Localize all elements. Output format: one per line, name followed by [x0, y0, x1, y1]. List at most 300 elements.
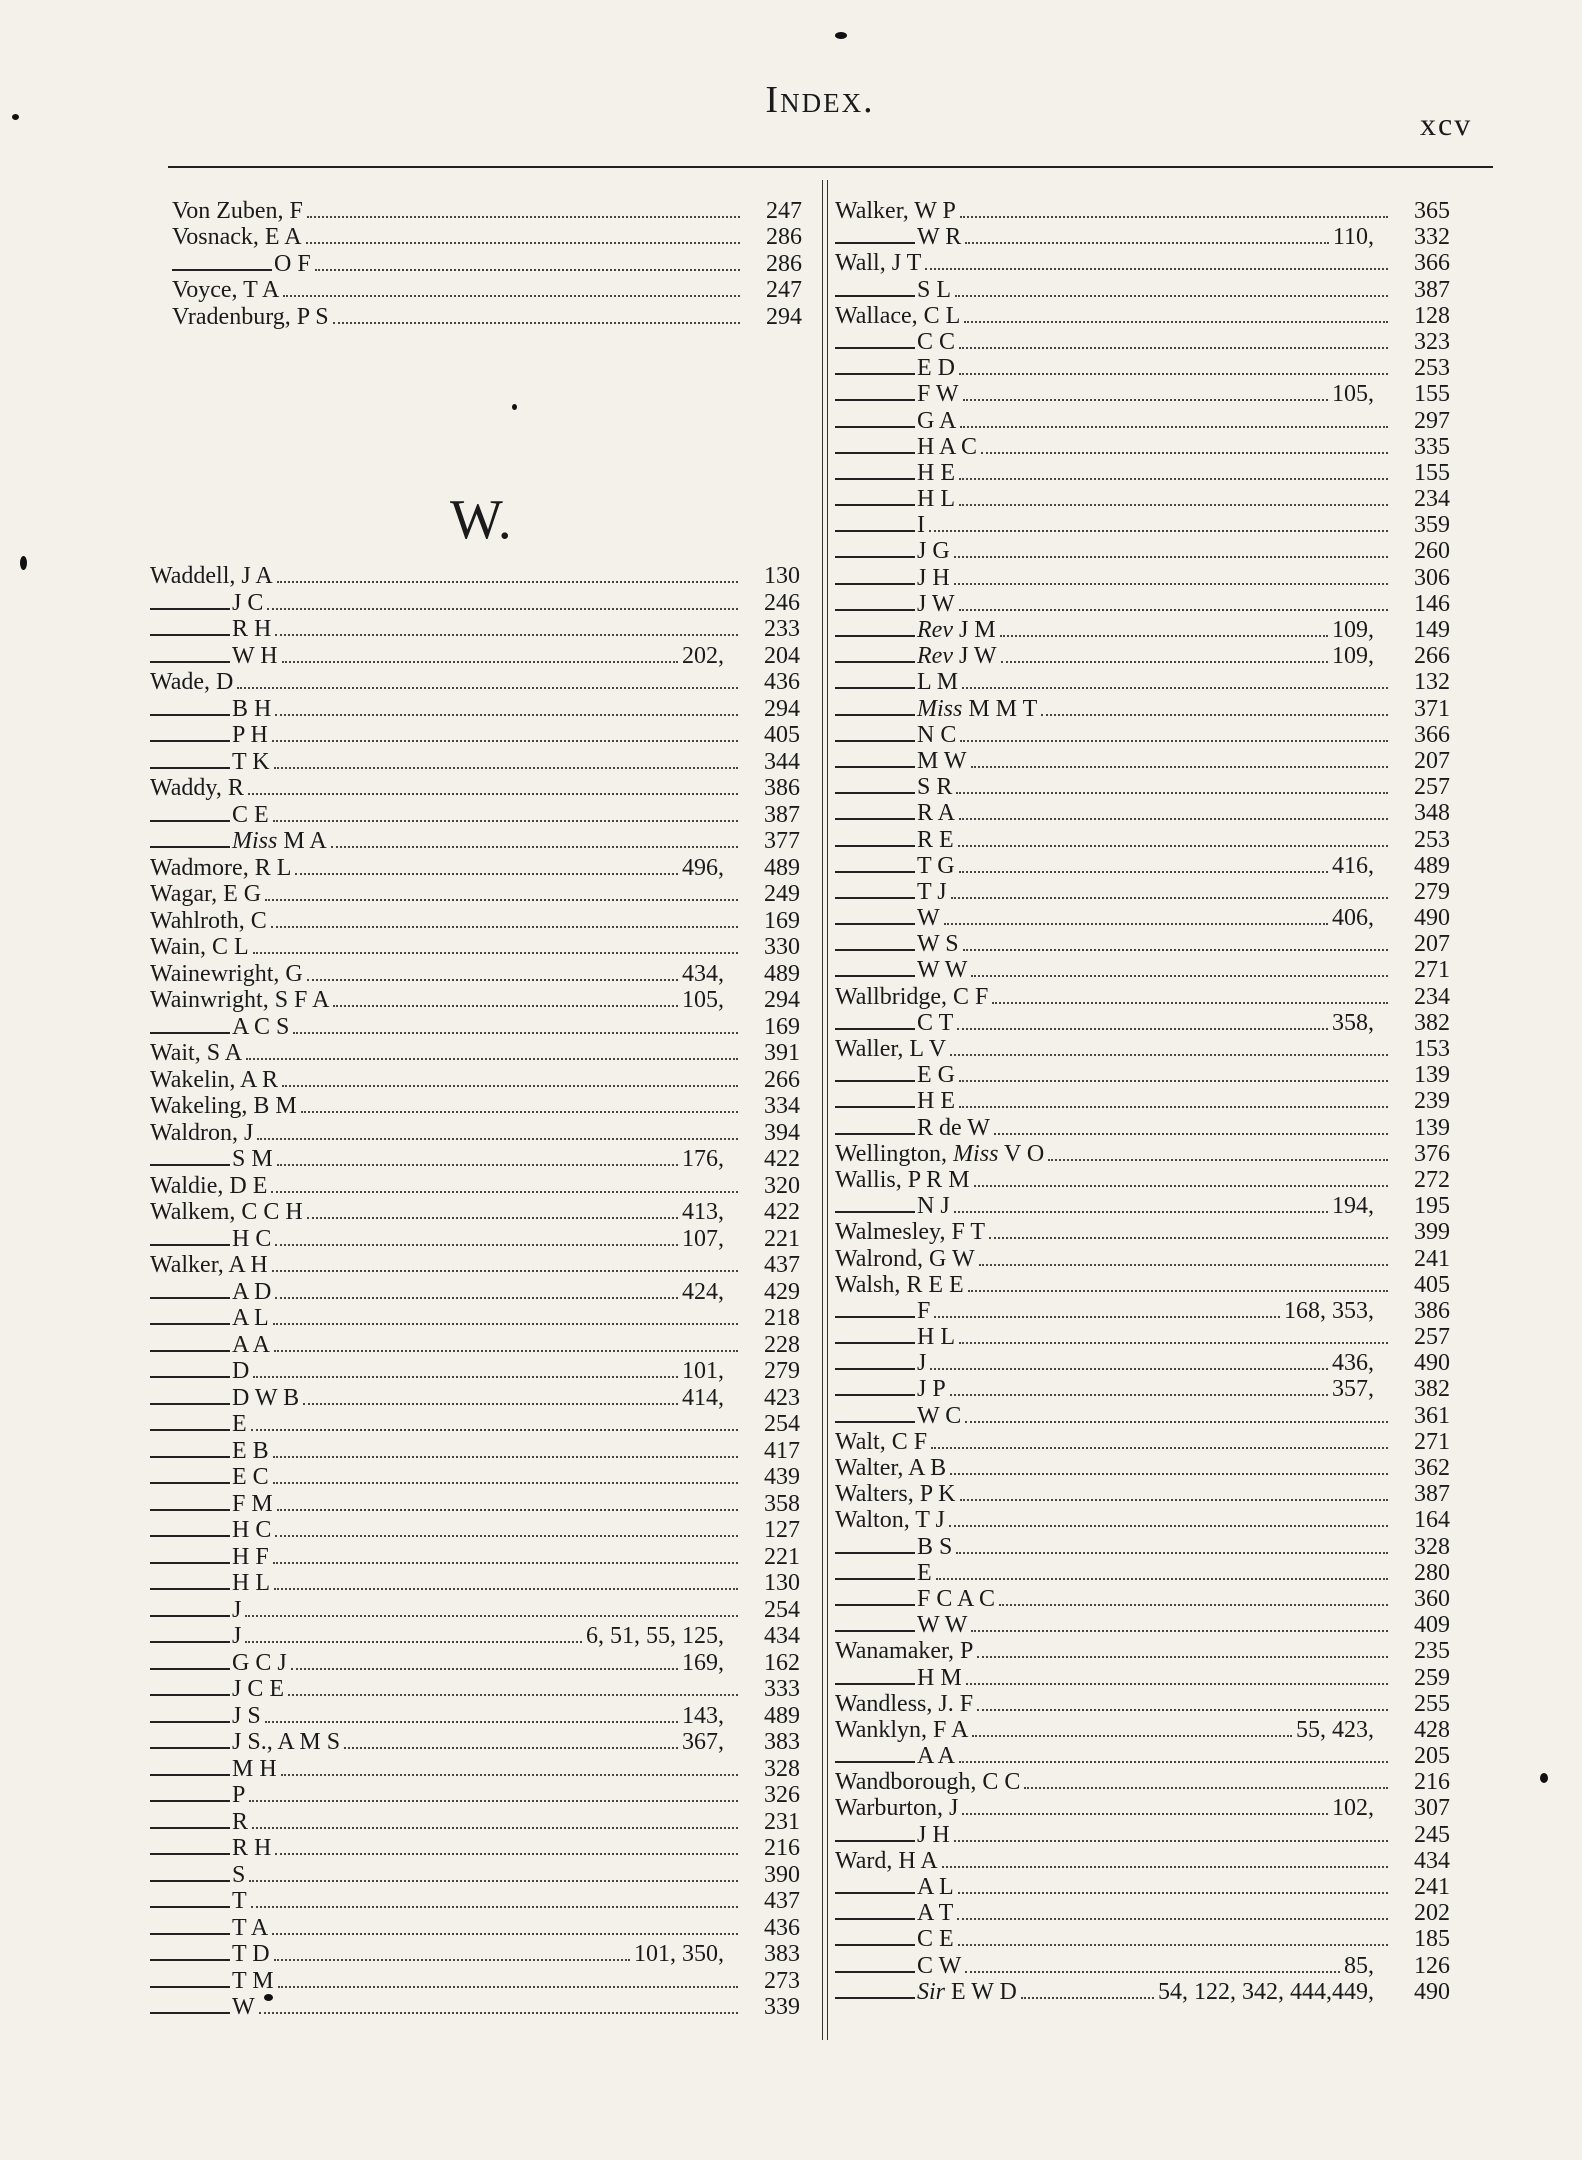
ditto-dash: [835, 754, 915, 768]
entry-name-text: A A: [917, 1743, 956, 1770]
index-entry: [150, 1570, 800, 1597]
ditto-dash: [835, 1828, 915, 1842]
index-entry: [835, 617, 1450, 643]
entry-name: [917, 1665, 962, 1691]
ink-speck: [835, 32, 847, 39]
entry-page-number: 366: [1414, 250, 1450, 277]
ditto-dash: [835, 1540, 915, 1554]
entry-name-text: R H: [232, 616, 272, 642]
entry-name: [150, 1199, 303, 1226]
entry-extra-pages: 416,: [1332, 852, 1374, 879]
dot-leader: [283, 279, 740, 297]
index-entry: [835, 355, 1450, 381]
index-entry: [150, 1067, 800, 1094]
entry-name-text: Warburton, J: [835, 1795, 959, 1822]
entry-name: [232, 1491, 273, 1518]
entry-name-text: J: [232, 1596, 242, 1623]
entry-name: [232, 616, 271, 643]
entry-name: [917, 1403, 961, 1429]
entry-name: [835, 1717, 968, 1743]
dot-leader: [965, 1405, 1388, 1423]
ditto-dash: [835, 1068, 915, 1082]
entry-page-number: 390: [764, 1861, 800, 1888]
dot-leader: [936, 1562, 1388, 1580]
entry-page-number: 279: [1414, 878, 1450, 905]
dot-leader: [960, 1483, 1389, 1501]
entry-name: [232, 1438, 269, 1465]
index-entry: [835, 1507, 1450, 1533]
entry-extra-pages: 102,: [1332, 1795, 1374, 1822]
index-entry: [835, 198, 1450, 224]
left-column-top: [172, 198, 802, 330]
entry-name: [232, 1676, 284, 1703]
ink-speck: [1540, 1773, 1548, 1783]
entry-name-text: A L: [917, 1874, 954, 1900]
ditto-dash: [835, 1121, 915, 1135]
ditto-dash: [835, 1880, 915, 1894]
index-entry: [835, 1036, 1450, 1062]
entry-name-text: J C: [232, 589, 264, 616]
index-entry: [150, 1226, 800, 1253]
entry-name-text: Wakelin, A R: [150, 1066, 279, 1093]
entry-name-text: I: [917, 512, 925, 539]
dot-leader: [333, 306, 740, 324]
index-entry: [835, 303, 1450, 329]
dot-leader: [275, 618, 738, 636]
ditto-dash: [150, 1497, 230, 1511]
dot-leader: [249, 1864, 738, 1882]
ditto-dash: [150, 1841, 230, 1855]
index-entry: [835, 1560, 1450, 1586]
ditto-dash: [835, 492, 915, 506]
index-entry: [150, 1332, 800, 1359]
dot-leader: [307, 1201, 678, 1219]
ditto-dash: [835, 623, 915, 637]
entry-name: [835, 1769, 1020, 1795]
dot-leader: [1041, 698, 1388, 716]
dot-leader: [1048, 1143, 1388, 1161]
entry-page-number: 387: [1414, 1481, 1450, 1508]
entry-name: [232, 1994, 255, 2021]
entry-page-number: 344: [764, 748, 800, 775]
entry-name-text: J C E: [232, 1676, 285, 1702]
entry-page-number: 391: [764, 1040, 800, 1066]
ditto-dash: [835, 937, 915, 951]
dot-leader: [950, 1038, 1388, 1056]
entry-page-number: 383: [764, 1729, 800, 1755]
dot-leader: [281, 1758, 738, 1776]
entry-extra-pages: 6, 51, 55, 125,: [586, 1623, 724, 1649]
entry-page-number: 417: [764, 1437, 800, 1464]
entry-page-number: 361: [1414, 1402, 1450, 1429]
entry-extra-pages: 434,: [682, 960, 724, 987]
entry-name: [917, 748, 967, 774]
entry-page-number: 399: [1414, 1219, 1450, 1246]
entry-extra-pages: 406,: [1332, 905, 1374, 932]
index-entry: [150, 696, 800, 723]
dot-leader: [277, 1493, 738, 1511]
index-entry: [150, 1915, 800, 1942]
ditto-dash: [150, 1656, 230, 1670]
entry-name-text: C C: [917, 328, 956, 355]
index-entry: [835, 1481, 1450, 1507]
entry-extra-pages: 101,: [682, 1358, 724, 1384]
dot-leader: [265, 1705, 678, 1723]
entry-name: [232, 1756, 277, 1783]
entry-name: [917, 381, 959, 407]
dot-leader: [295, 857, 678, 875]
dot-leader: [931, 1431, 1388, 1449]
index-entry: [835, 381, 1450, 407]
dot-leader: [925, 252, 1388, 270]
entry-page-number: 332: [1414, 224, 1450, 251]
entry-page-number: 429: [764, 1278, 800, 1305]
dot-leader: [971, 959, 1388, 977]
ditto-dash: [150, 1311, 230, 1325]
entry-page-number: 247: [766, 198, 802, 224]
entry-name: [917, 853, 955, 879]
entry-name: [917, 486, 955, 512]
entry-name-text: Wahlroth, C: [150, 907, 267, 934]
entry-page-number: 333: [764, 1676, 800, 1702]
ditto-dash: [150, 1921, 230, 1935]
entry-name-text: T A: [232, 1914, 269, 1941]
entry-extra-pages: 101, 350,: [634, 1941, 724, 1967]
entry-name-text: Wellington,: [835, 1140, 948, 1167]
index-entry: [835, 827, 1450, 853]
entry-page-number: 382: [1414, 1009, 1450, 1036]
entry-name: [917, 1193, 950, 1219]
ditto-dash: [835, 1985, 915, 1999]
ditto-dash: [150, 728, 230, 742]
dot-leader: [293, 1016, 738, 1034]
entry-name-text: Wanamaker, P: [835, 1638, 974, 1665]
entry-name-text: T: [232, 1888, 247, 1914]
index-entry: [835, 460, 1450, 486]
dot-leader: [275, 1281, 678, 1299]
dot-leader: [282, 645, 678, 663]
index-entry: [150, 1544, 800, 1571]
entry-page-number: 231: [764, 1808, 800, 1835]
entry-page-number: 306: [1414, 564, 1450, 591]
index-entry: [150, 1809, 800, 1836]
entry-name: [232, 1279, 271, 1306]
dot-leader: [951, 881, 1388, 899]
dot-leader: [959, 1064, 1388, 1082]
entry-name: [232, 1544, 269, 1571]
entry-page-number: 253: [1414, 355, 1450, 382]
entry-name: [232, 1888, 247, 1915]
entry-page-number: 234: [1414, 486, 1450, 513]
dot-leader: [992, 986, 1388, 1004]
entry-page-number: 387: [764, 801, 800, 828]
dot-leader: [267, 592, 738, 610]
ditto-dash: [835, 518, 915, 532]
entry-name: [835, 1795, 958, 1821]
index-entry: [835, 1088, 1450, 1114]
index-entry: [150, 722, 800, 749]
index-entry: [835, 277, 1450, 303]
index-entry: [150, 1756, 800, 1783]
entry-page-number: 330: [764, 934, 800, 960]
entry-extra-pages: 367,: [682, 1729, 724, 1755]
entry-name-text: Walt, C F: [835, 1428, 928, 1455]
entry-page-number: 387: [1414, 276, 1450, 303]
entry-name: [917, 1743, 955, 1769]
entry-name-text: B S: [917, 1533, 953, 1560]
entry-name: [150, 1252, 268, 1279]
index-entry: [150, 1968, 800, 1995]
entry-name: [232, 1332, 270, 1359]
entry-name: [917, 538, 950, 564]
entry-page-number: 490: [1414, 1350, 1450, 1377]
entry-name-text: E W D: [951, 1978, 1017, 2005]
entry-name-text: Wait, S A: [150, 1040, 243, 1066]
ditto-dash: [150, 649, 230, 663]
entry-page-number: 139: [1414, 1062, 1450, 1089]
entry-name: [232, 1729, 340, 1756]
entry-extra-pages: 109,: [1332, 643, 1374, 670]
section-letter-heading: W.: [450, 489, 512, 551]
dot-leader: [344, 1731, 678, 1749]
entry-name: [835, 984, 988, 1010]
entry-name: [917, 1900, 953, 1926]
entry-name: [232, 1226, 271, 1253]
entry-name-text: Wandless, J. F: [835, 1690, 974, 1717]
entry-name: [917, 1376, 946, 1402]
index-entry: [150, 590, 800, 617]
index-entry: [835, 1167, 1450, 1193]
index-entry: [835, 1350, 1450, 1376]
entry-extra-pages: 414,: [682, 1384, 724, 1411]
dot-leader: [273, 1466, 738, 1484]
entry-name: [917, 224, 961, 250]
entry-name-text: C T: [917, 1009, 954, 1036]
entry-page-number: 439: [764, 1464, 800, 1490]
entry-name-text: Wallace, C L: [835, 302, 961, 329]
index-entry: [835, 1586, 1450, 1612]
entry-name-text: T G: [917, 852, 955, 879]
index-entry: [172, 198, 802, 224]
entry-page-number: 149: [1414, 617, 1450, 643]
entry-name: [917, 565, 950, 591]
entry-name: [835, 1246, 975, 1272]
ditto-dash: [835, 1382, 915, 1396]
dot-leader: [956, 776, 1388, 794]
dot-leader: [307, 200, 740, 218]
entry-page-number: 366: [1414, 721, 1450, 748]
entry-name-text: Wakeling, B M: [150, 1093, 297, 1119]
index-entry: [150, 1040, 800, 1067]
ditto-dash: [150, 1417, 230, 1431]
dot-leader: [274, 1943, 630, 1961]
entry-name-text: M W: [917, 747, 967, 774]
index-entry: [835, 538, 1450, 564]
entry-name-text: E G: [917, 1062, 955, 1089]
entry-name: [917, 1822, 950, 1848]
dot-leader: [989, 1221, 1388, 1239]
entry-name: [232, 1358, 249, 1385]
index-entry: [835, 748, 1450, 774]
dot-leader: [994, 1117, 1388, 1135]
entry-name-text: R de W: [917, 1114, 990, 1141]
dot-leader: [963, 383, 1328, 401]
index-entry: [835, 434, 1450, 460]
ditto-dash: [150, 1523, 230, 1537]
entry-page-number: 235: [1414, 1638, 1450, 1665]
entry-name: [232, 590, 263, 617]
entry-name: [150, 881, 261, 908]
entry-title: Miss: [953, 1140, 999, 1167]
ditto-dash: [835, 728, 915, 742]
ditto-dash: [835, 1671, 915, 1685]
ditto-dash: [150, 1391, 230, 1405]
index-entry: [835, 1953, 1450, 1979]
entry-name: [232, 802, 269, 829]
entry-page-number: 490: [1414, 1978, 1450, 2005]
dot-leader: [974, 1169, 1388, 1187]
entry-name-text: T J: [917, 878, 947, 905]
entry-page-number: 489: [764, 854, 800, 881]
dot-leader: [959, 462, 1388, 480]
entry-page-number: 423: [764, 1384, 800, 1411]
entry-page-number: 294: [764, 695, 800, 722]
entry-name-text: H L: [917, 1324, 955, 1351]
entry-page-number: 286: [766, 224, 802, 251]
entry-page-number: 130: [764, 563, 800, 589]
entry-name: [172, 198, 303, 224]
index-entry: [150, 563, 800, 590]
entry-page-number: 207: [1414, 747, 1450, 774]
entry-name-text: Wagar, E G: [150, 881, 262, 907]
entry-name: [917, 1324, 955, 1350]
entry-name-text: Wallbridge, C F: [835, 983, 989, 1010]
index-entry: [835, 512, 1450, 538]
entry-name: [232, 722, 268, 749]
index-entry: [150, 1888, 800, 1915]
entry-name-text: Waddell, J A: [150, 563, 273, 589]
entry-page-number: 405: [1414, 1271, 1450, 1298]
entry-page-number: 259: [1414, 1664, 1450, 1691]
ditto-dash: [150, 1682, 230, 1696]
entry-name: [274, 251, 311, 277]
ditto-dash: [150, 1762, 230, 1776]
dot-leader: [949, 1509, 1388, 1527]
index-entry: [150, 775, 800, 802]
entry-name-text: J: [917, 1350, 927, 1377]
entry-name: [150, 775, 244, 802]
ditto-dash: [150, 702, 230, 716]
index-entry: [150, 855, 800, 882]
entry-name-text: Waller, L V: [835, 1036, 947, 1062]
entry-title: Miss: [917, 695, 963, 722]
entry-name: [917, 722, 956, 748]
entry-name-text: R A: [917, 800, 956, 827]
entry-page-number: 257: [1414, 774, 1450, 801]
index-entry: [835, 1455, 1450, 1481]
entry-page-number: 358: [764, 1490, 800, 1517]
index-entry: [150, 1703, 800, 1730]
dot-leader: [959, 1745, 1388, 1763]
index-entry: [835, 774, 1450, 800]
dot-leader: [275, 1519, 738, 1537]
entry-name: [917, 434, 977, 460]
entry-page-number: 489: [764, 1702, 800, 1729]
dot-leader: [274, 1572, 738, 1590]
index-entry: [150, 669, 800, 696]
index-entry: [835, 905, 1450, 931]
dot-leader: [960, 724, 1388, 742]
entry-name: [917, 774, 952, 800]
dot-leader: [273, 1307, 738, 1325]
entry-name-text: Vradenburg, P S: [172, 303, 329, 330]
dot-leader: [251, 1413, 738, 1431]
index-entry: [150, 1093, 800, 1120]
entry-name: [232, 1650, 287, 1677]
ditto-dash: [150, 1815, 230, 1829]
index-entry: [835, 957, 1450, 983]
entry-name-text: Wainwright, S F A: [150, 987, 330, 1013]
index-entry: [835, 1665, 1450, 1691]
dot-leader: [956, 1536, 1388, 1554]
entry-name: [917, 1979, 1017, 2005]
index-entry: [150, 749, 800, 776]
entry-name: [150, 1093, 297, 1120]
dot-leader: [959, 488, 1388, 506]
entry-name: [917, 800, 955, 826]
ditto-dash: [150, 1868, 230, 1882]
entry-page-number: 257: [1414, 1324, 1450, 1351]
index-entry: [835, 1272, 1450, 1298]
entry-page-number: 422: [764, 1199, 800, 1225]
entry-name-text: R H: [232, 1835, 272, 1861]
entry-name: [232, 1385, 299, 1412]
entry-name: [232, 643, 278, 670]
dot-leader: [275, 1228, 678, 1246]
dot-leader: [962, 671, 1388, 689]
entry-page-number: 328: [1414, 1533, 1450, 1560]
dot-leader: [960, 410, 1388, 428]
dot-leader: [246, 1042, 738, 1060]
ditto-dash: [835, 597, 915, 611]
entry-name-text: S L: [917, 276, 952, 303]
entry-name-text: A A: [232, 1331, 271, 1358]
dot-leader: [303, 1387, 678, 1405]
ditto-dash: [150, 1020, 230, 1034]
entry-name: [917, 1612, 967, 1638]
entry-name-text: R E: [917, 826, 954, 853]
dot-leader: [959, 331, 1388, 349]
ditto-dash: [835, 963, 915, 977]
dot-leader: [315, 253, 740, 271]
dot-leader: [1001, 645, 1328, 663]
entry-name: [835, 303, 960, 329]
index-entry: [835, 1979, 1450, 2005]
index-entry: [835, 800, 1450, 826]
index-entry: [835, 224, 1450, 250]
dot-leader: [959, 802, 1388, 820]
dot-leader: [968, 1274, 1388, 1292]
entry-extra-pages: 168, 353,: [1284, 1297, 1374, 1324]
entry-page-number: 169: [764, 1013, 800, 1040]
ink-speck: [12, 114, 19, 120]
entry-name: [917, 1953, 961, 1979]
dot-leader: [959, 593, 1388, 611]
entry-page-number: 239: [1414, 1088, 1450, 1115]
dot-leader: [278, 1970, 738, 1988]
entry-name: [917, 277, 951, 303]
entry-name-text: W S: [917, 931, 959, 958]
